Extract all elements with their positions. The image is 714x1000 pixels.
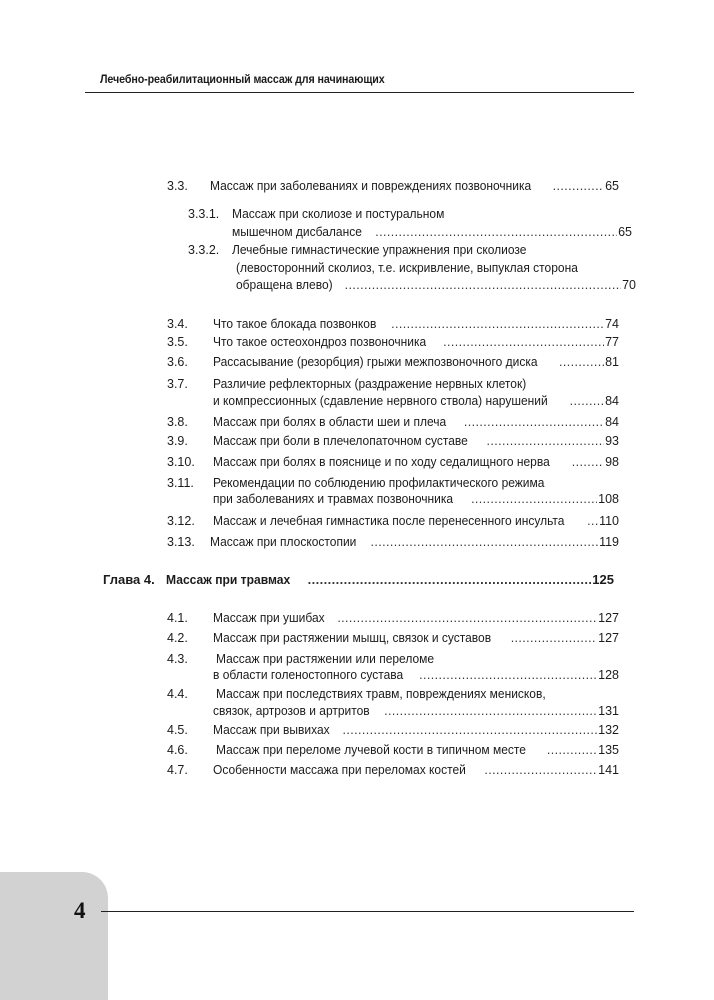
toc-entry-line (167, 513, 619, 529)
toc-entry-title: Массаж при заболеваниях и повреждениях позвоночника (210, 179, 532, 193)
toc-entry-line (167, 610, 619, 626)
toc-dot-leader (511, 630, 597, 646)
toc-entry-title: и компрессионных (сдавление нервного ствола) нарушений (213, 394, 548, 408)
toc-entry-line (167, 178, 619, 194)
toc-entry-line (167, 742, 619, 758)
toc-entry-title: в области голеностопного сустава (213, 668, 404, 682)
toc-entry-title: Массаж при боли в плечелопаточном суставе (213, 434, 468, 448)
toc-entry-title: Массаж при вывихах (213, 723, 330, 737)
toc-entry-line (167, 376, 613, 392)
toc-entry-number: 3.13. (167, 535, 195, 549)
toc-entry-number: 3.3.2. (188, 243, 220, 257)
toc-page-number: 81 (605, 355, 619, 369)
page-number: 4 (74, 898, 86, 923)
toc-dot-leader (345, 277, 621, 293)
toc-dot-leader (486, 433, 604, 449)
toc-entry-number: 3.8. (167, 415, 188, 429)
toc-entry-line (167, 454, 619, 470)
toc-entry-title: Массаж при плоскостопии (210, 535, 357, 549)
toc-dot-leader (419, 667, 597, 683)
toc-entry-title: Массаж при растяжении мышц, связок и суставов (213, 631, 492, 645)
toc-page-number: 110 (599, 514, 619, 528)
toc-entry-line (167, 667, 619, 683)
toc-entry-number: 4.6. (167, 743, 188, 757)
toc-entry-number: 4.5. (167, 723, 188, 737)
toc-entry-title: Массаж и лечебная гимнастика после перенесенного инсульта (213, 514, 565, 528)
toc-page-number: 65 (605, 179, 619, 193)
toc-entry-line (167, 491, 619, 507)
toc-dot-leader (471, 491, 597, 507)
page-number-tab (0, 872, 108, 1000)
toc-entry-line (167, 393, 619, 409)
toc-page-number: 74 (605, 317, 619, 331)
toc-dot-leader (375, 224, 617, 240)
toc-entry-number: 4.4. (167, 687, 188, 701)
toc-entry-number: 4.1. (167, 611, 188, 625)
toc-dot-leader (570, 393, 604, 409)
toc-entry-line (167, 475, 613, 491)
toc-entry-number: 3.7. (167, 377, 188, 391)
toc-dot-leader (391, 316, 604, 332)
toc-page-number: 141 (598, 763, 619, 777)
toc-entry-number: 3.6. (167, 355, 188, 369)
toc-entry-title: Массаж при болях в области шеи и плеча (213, 415, 447, 429)
toc-entry-line (167, 686, 616, 702)
toc-entry-number: 4.2. (167, 631, 188, 645)
toc-entry-number: Глава 4. (103, 572, 155, 587)
toc-dot-leader (308, 572, 592, 588)
toc-entry-number: 3.11. (167, 476, 194, 490)
toc-entry-title: Рекомендации по соблюдению профилактического режима (213, 476, 545, 490)
toc-dot-leader (553, 178, 605, 194)
toc-page-number: 127 (598, 631, 619, 645)
toc-entry-number: 3.3. (167, 179, 188, 193)
toc-entry-number: 4.3. (167, 652, 188, 666)
toc-entry-title: Что такое блокада позвонков (213, 317, 377, 331)
toc-entry-line (167, 316, 619, 332)
toc-chapter-line (103, 572, 614, 588)
toc-entry-line (188, 277, 636, 293)
toc-dot-leader (559, 354, 604, 370)
toc-entry-number: 3.5. (167, 335, 188, 349)
toc-page-number: 77 (605, 335, 619, 349)
toc-entry-title: Массаж при переломе лучевой кости в типичном месте (216, 743, 526, 757)
toc-entry-line (188, 224, 632, 240)
toc-entry-line (167, 534, 619, 550)
toc-dot-leader (484, 762, 597, 778)
toc-entry-line (167, 651, 616, 667)
toc-dot-leader (443, 334, 604, 350)
toc-page-number: 127 (598, 611, 619, 625)
footer-rule (101, 911, 634, 912)
toc-entry-title: Различие рефлекторных (раздражение нервных клеток) (213, 377, 527, 391)
toc-entry-number: 4.7. (167, 763, 188, 777)
toc-entry-line (167, 414, 619, 430)
toc-page-number: 108 (598, 492, 619, 506)
toc-entry-title: при заболеваниях и травмах позвоночника (213, 492, 454, 506)
toc-page-number: 70 (622, 278, 636, 292)
toc-page-number: 132 (598, 723, 619, 737)
toc-page-number: 98 (605, 455, 619, 469)
running-header-title: Лечебно-реабилитационный массаж для начинающих (100, 74, 385, 86)
toc-entry-title: Массаж при растяжении или переломе (216, 652, 435, 666)
toc-entry-number: 3.3.1. (188, 207, 220, 221)
toc-entry-line (188, 242, 632, 258)
toc-dot-leader (464, 414, 604, 430)
toc-entry-line (167, 722, 619, 738)
toc-entry-line (167, 433, 619, 449)
toc-entry-line (167, 334, 619, 350)
toc-entry-title: Что такое остеохондроз позвоночника (213, 335, 427, 349)
toc-entry-number: 3.10. (167, 455, 195, 469)
toc-entry-title: Массаж при последствиях травм, повреждениях менисков, (216, 687, 546, 701)
toc-entry-line (167, 630, 619, 646)
toc-page-number: 84 (605, 415, 619, 429)
header-rule (85, 92, 634, 93)
toc-entry-number: 3.4. (167, 317, 188, 331)
toc-page-number: 135 (598, 743, 619, 757)
toc-entry-line (167, 762, 619, 778)
toc-dot-leader (337, 610, 597, 626)
toc-entry-title: (левосторонний сколиоз, т.е. искривление, выпуклая сторона (236, 261, 578, 275)
toc-entry-line (188, 206, 632, 222)
toc-entry-title: Лечебные гимнастические упражнения при сколиозе (232, 243, 527, 257)
toc-entry-line (167, 354, 619, 370)
toc-dot-leader (370, 534, 598, 550)
toc-dot-leader (587, 513, 598, 529)
toc-entry-title: мышечном дисбалансе (232, 225, 362, 239)
toc-page-number: 119 (599, 535, 619, 549)
toc-entry-title: Массаж при сколиозе и постуральном (232, 207, 445, 221)
toc-entry-title: Массаж при ушибах (213, 611, 325, 625)
toc-dot-leader (384, 703, 597, 719)
toc-page-number: 131 (598, 704, 619, 718)
toc-entry-title: связок, артрозов и артритов (213, 704, 370, 718)
toc-page-number: 84 (605, 394, 619, 408)
toc-page-number: 93 (605, 434, 619, 448)
toc-entry-line (167, 703, 619, 719)
toc-entry-title: Особенности массажа при переломах костей (213, 763, 466, 777)
toc-dot-leader (572, 454, 604, 470)
toc-entry-title: обращена влево) (236, 278, 333, 292)
toc-entry-title: Массаж при травмах (166, 572, 291, 587)
toc-page-number: 125 (592, 572, 614, 587)
toc-dot-leader (547, 742, 597, 758)
toc-entry-number: 3.12. (167, 514, 195, 528)
toc-entry-title: Массаж при болях в пояснице и по ходу седалищного нерва (213, 455, 550, 469)
toc-entry-line (188, 260, 636, 276)
toc-entry-number: 3.9. (167, 434, 188, 448)
toc-entry-title: Рассасывание (резорбция) грыжи межпозвоночного диска (213, 355, 538, 369)
toc-page-number: 65 (618, 225, 632, 239)
toc-page-number: 128 (598, 668, 619, 682)
toc-dot-leader (343, 722, 598, 738)
